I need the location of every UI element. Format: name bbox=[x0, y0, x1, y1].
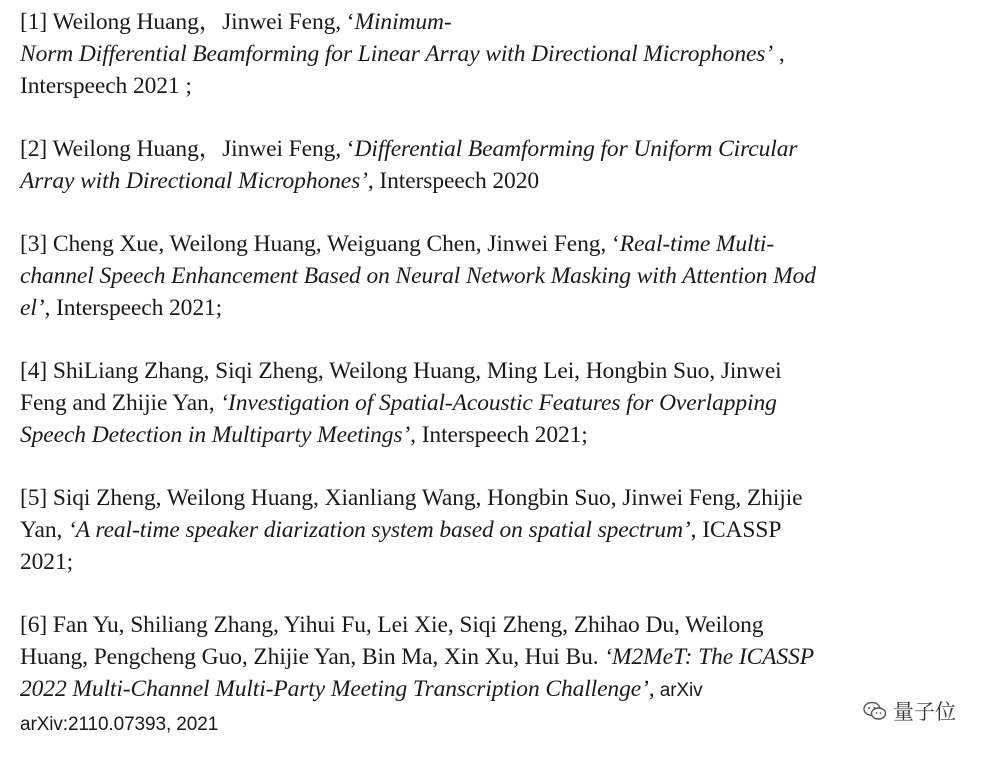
reference-line bbox=[20, 609, 982, 641]
reference-text: arXiv:2110.07393, 2021 bbox=[20, 714, 219, 735]
reference-item bbox=[20, 133, 982, 197]
reference-text: [5] Siqi Zheng, Weilong Huang, Xianliang Wang, Hongbin Suo, Jinwei Feng, Zhijie bbox=[20, 485, 803, 511]
reference-title-text: ‘Investigation of Spatial-Acoustic Features for Overlapping bbox=[220, 390, 777, 416]
reference-line bbox=[20, 514, 982, 546]
reference-text: , Interspeech 2020 bbox=[367, 168, 539, 194]
reference-text: Feng and Zhijie Yan, bbox=[20, 390, 221, 416]
reference-title-text: el’, bbox=[20, 295, 51, 321]
wechat-icon bbox=[863, 701, 887, 721]
reference-text: [3] Cheng Xue, Weilong Huang, Weiguang Chen, Jinwei Feng, ‘ bbox=[20, 231, 620, 257]
reference-line bbox=[20, 355, 982, 387]
reference-line bbox=[20, 70, 982, 102]
reference-line bbox=[20, 260, 982, 292]
reference-line bbox=[20, 38, 982, 70]
reference-text: , Interspeech 2021; bbox=[410, 422, 588, 448]
reference-title-text: Norm Differential Beamforming for Linear Array with Directional Microphones’ bbox=[20, 41, 774, 67]
reference-item bbox=[20, 228, 982, 324]
reference-text: Yan, bbox=[20, 517, 69, 543]
reference-line bbox=[20, 419, 982, 451]
reference-item bbox=[20, 6, 982, 102]
reference-text: arXiv bbox=[654, 680, 703, 701]
reference-text: Huang, Pengcheng Guo, Zhijie Yan, Bin Ma, Xin Xu, Hui Bu. bbox=[20, 644, 605, 670]
reference-title-text: ‘M2MeT: The ICASSP bbox=[604, 644, 814, 670]
reference-line bbox=[20, 228, 982, 260]
reference-text: , bbox=[773, 41, 785, 67]
reference-title-text: Real-time Multi- bbox=[619, 231, 775, 257]
reference-item bbox=[20, 355, 982, 451]
watermark-text: 量子位 bbox=[893, 700, 956, 724]
reference-text: Interspeech 2021; bbox=[50, 295, 223, 321]
reference-text: Interspeech 2021 ; bbox=[20, 73, 192, 99]
reference-line bbox=[20, 165, 982, 197]
reference-item bbox=[20, 609, 982, 741]
reference-line bbox=[20, 6, 982, 38]
reference-line bbox=[20, 292, 982, 324]
reference-title-text: ‘A real-time speaker diarization system based on spatial spectrum’ bbox=[68, 517, 691, 543]
reference-text: 2021; bbox=[20, 549, 74, 575]
reference-text: [6] Fan Yu, Shiliang Zhang, Yihui Fu, Lei Xie, Siqi Zheng, Zhihao Du, Weilong bbox=[20, 612, 764, 638]
reference-line bbox=[20, 673, 982, 707]
reference-line bbox=[20, 641, 982, 673]
reference-title-text: 2022 Multi-Channel Multi-Party Meeting Transcription Challenge’, bbox=[20, 676, 655, 702]
reference-title-text: Minimum- bbox=[354, 9, 452, 35]
reference-text: [2] Weilong Huang，Jinwei Feng, ‘ bbox=[20, 136, 355, 162]
reference-line bbox=[20, 707, 982, 741]
reference-title-text: Speech Detection in Multiparty Meetings’ bbox=[20, 422, 411, 448]
reference-text: [1] Weilong Huang，Jinwei Feng, ‘ bbox=[20, 9, 355, 35]
reference-line bbox=[20, 387, 982, 419]
reference-text: [4] ShiLiang Zhang, Siqi Zheng, Weilong Huang, Ming Lei, Hongbin Suo, Jinwei bbox=[20, 358, 782, 384]
reference-line bbox=[20, 546, 982, 578]
reference-list bbox=[20, 6, 982, 772]
reference-text: , ICASSP bbox=[690, 517, 782, 543]
reference-title-text: channel Speech Enhancement Based on Neural Network Masking with Attention Mod bbox=[20, 263, 816, 289]
reference-title-text: Differential Beamforming for Uniform Circular bbox=[354, 136, 798, 162]
watermark bbox=[859, 696, 960, 726]
reference-item bbox=[20, 482, 982, 578]
reference-line bbox=[20, 133, 982, 165]
reference-line bbox=[20, 482, 982, 514]
reference-title-text: Array with Directional Microphones’ bbox=[20, 168, 368, 194]
